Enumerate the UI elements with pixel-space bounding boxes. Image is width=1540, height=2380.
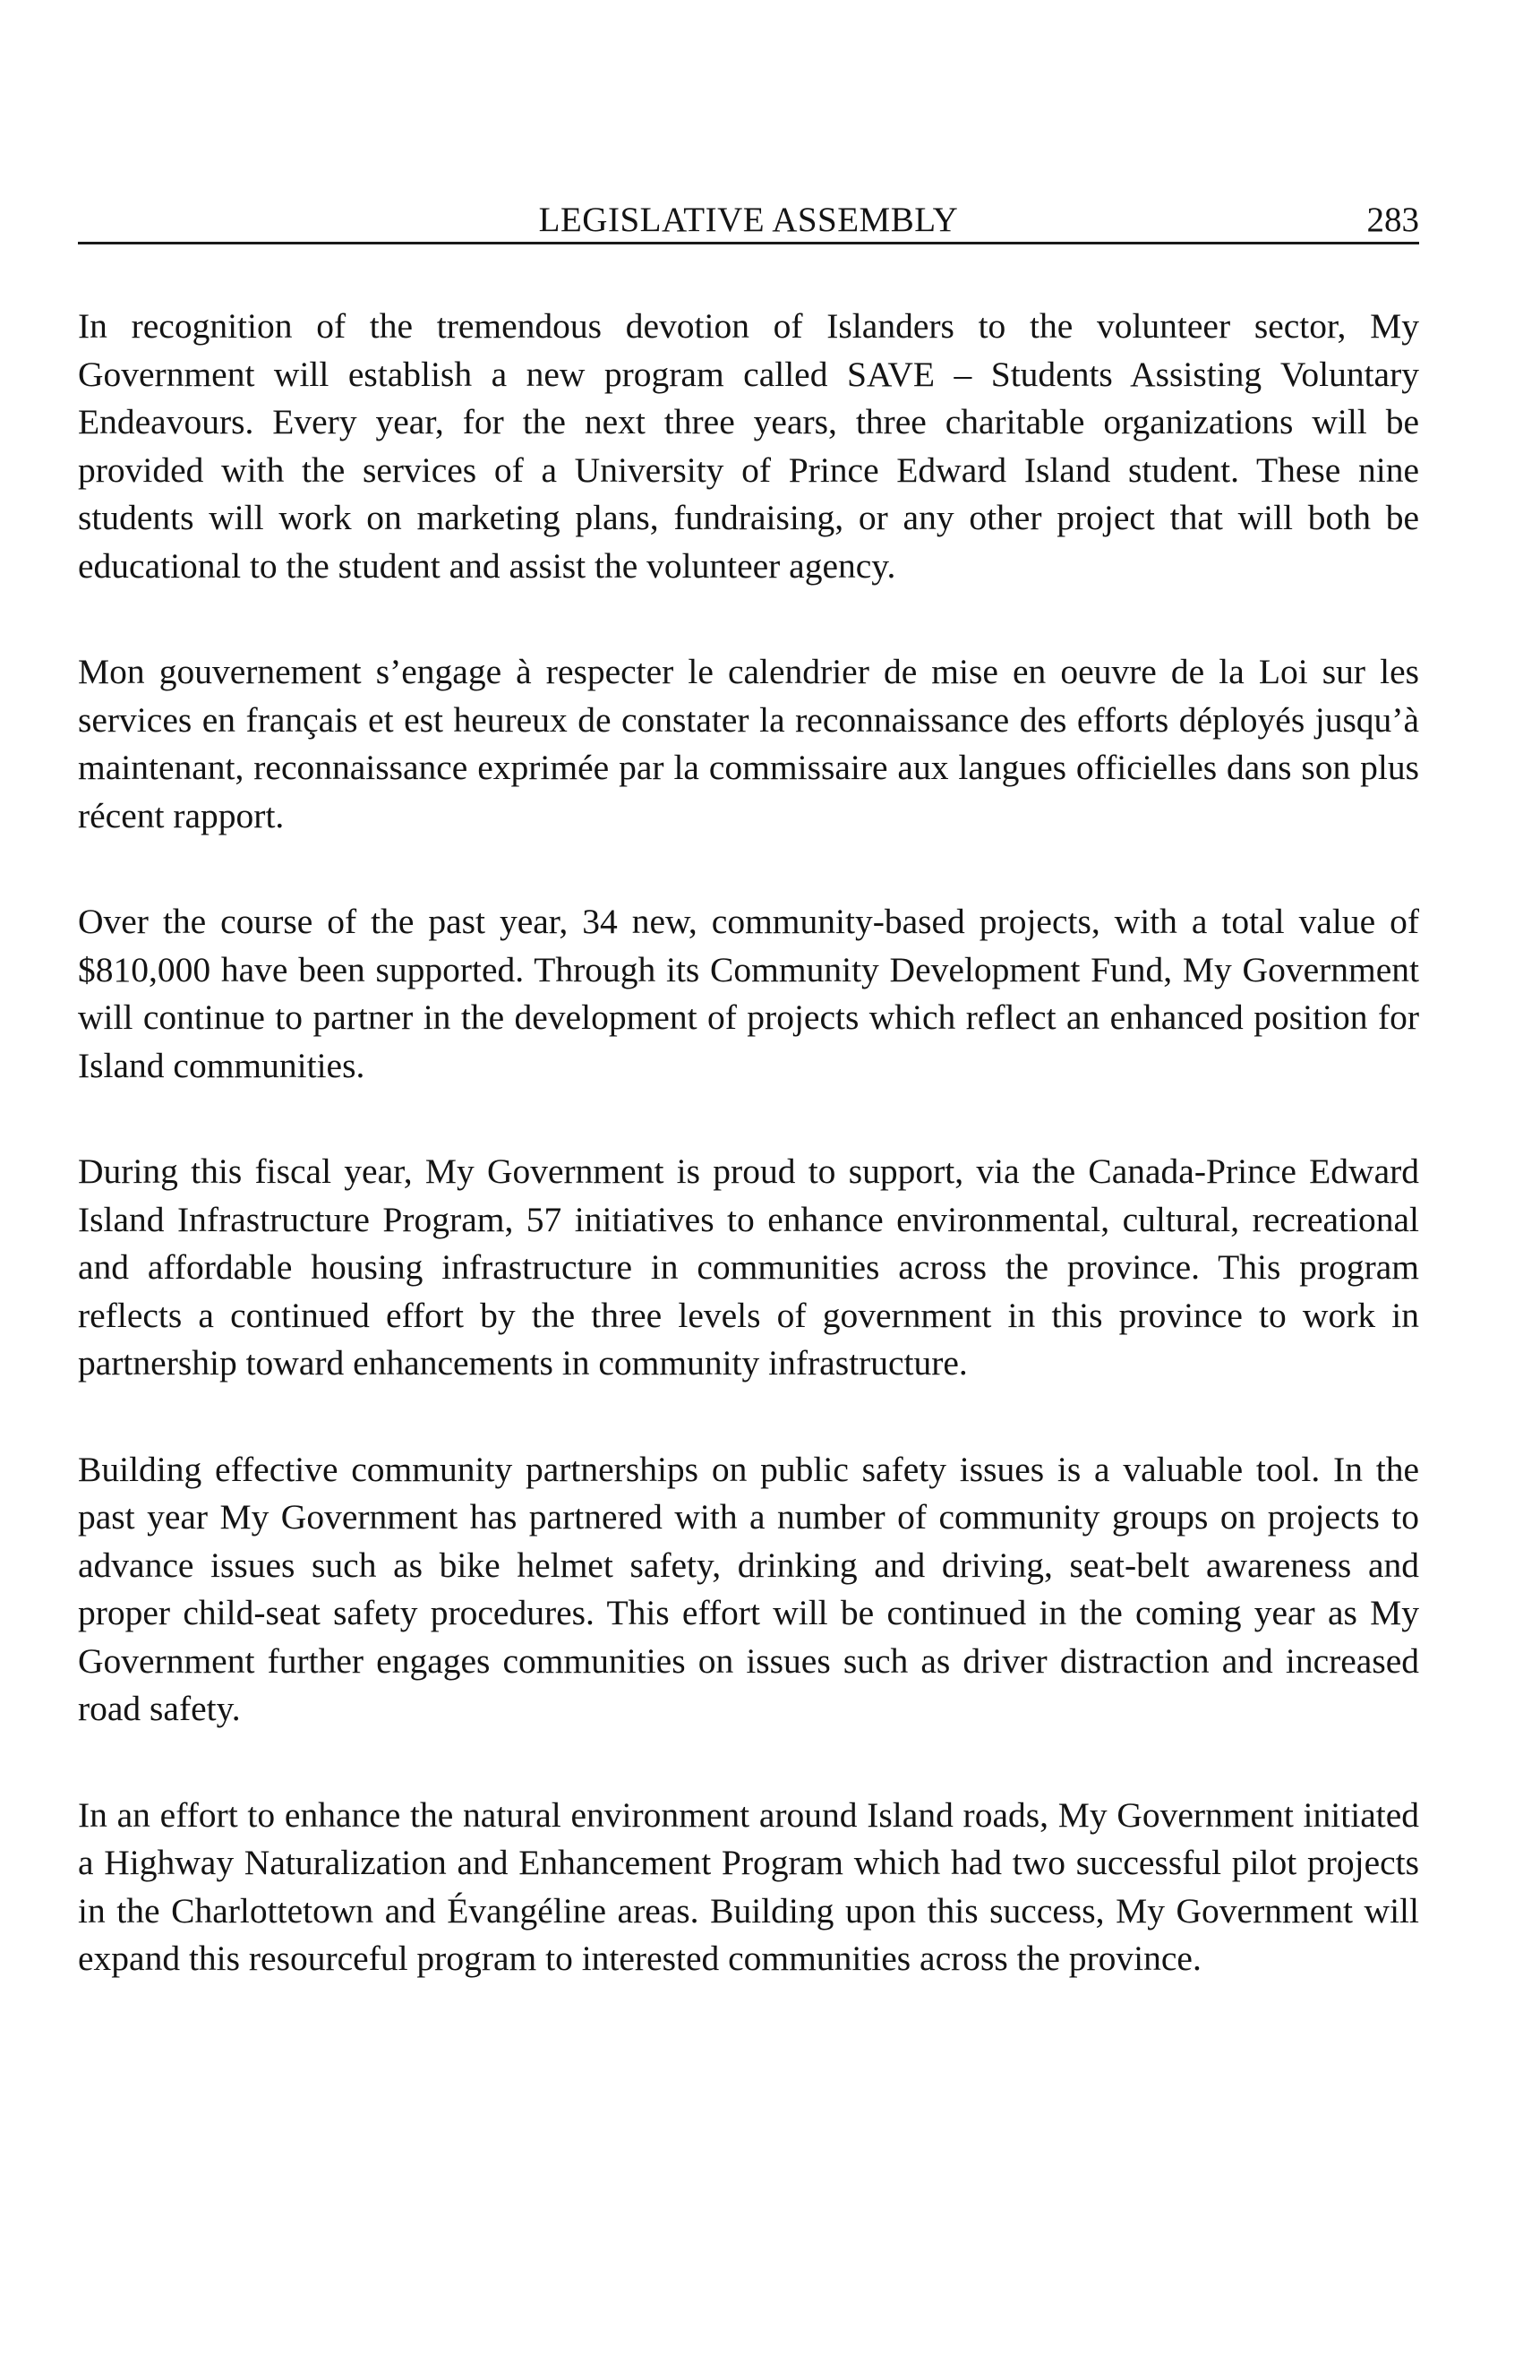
paragraph-community-projects: Over the course of the past year, 34 new, community-based projects, with a total value of $810,000 have been supported. Through its Community Development Fund, My Government will continue to partner in the development of projects which reflect an enhanced position for Island communities. xyxy=(78,902,1419,1085)
paragraph-infrastructure-program: During this fiscal year, My Government is proud to support, via the Canada-Prince Edward Island Infrastructure Program, 57 initiatives to enhance environmental, cultural, recreational and affordable housing infrastructure in communities across the province. This program reflects a continued effort by the three levels of government in this province to work in partnership toward enhancements in community infrastructure. xyxy=(78,1151,1419,1383)
paragraph-highway-naturalization: In an effort to enhance the natural environment around Island roads, My Government initiated a Highway Naturalization and Enhancement Program which had two successful pilot projects in the Charlottetown and Évangéline areas. Building upon this success, My Government will expand this resourceful program to interested communities across the province. xyxy=(78,1794,1419,1978)
paragraph-save-program: In recognition of the tremendous devotion of Islanders to the volunteer sector, My Government will establish a new program called SAVE – Students Assisting Voluntary Endeavours. Every year, for the next three years, three charitable organizations will be provided with the services of a University of Prince Edward Island student. These nine students will work on marketing plans, fundraising, or any other project that will both be educational to the student and assist the volunteer agency. xyxy=(78,306,1419,586)
paragraph-french-services: Mon gouvernement s’engage à respecter le calendrier de mise en oeuvre de la Loi sur les services en français et est heureux de constater la reconnaissance des efforts déployés jusqu’à maintenant, reconnaissance exprimée par la commissaire aux langues officielles dans son plus récent rapport. xyxy=(78,652,1419,835)
body-text xyxy=(78,303,1419,2042)
running-header xyxy=(78,195,1419,244)
document-page xyxy=(78,0,1419,2380)
running-header-title: LEGISLATIVE ASSEMBLY xyxy=(538,201,959,239)
page-number: 283 xyxy=(1366,201,1419,239)
paragraph-public-safety: Building effective community partnerships on public safety issues is a valuable tool. In the past year My Government has partnered with a number of community groups on projects to advance issues such as bike helmet safety, drinking and driving, seat-belt awareness and proper child-seat safety procedures. This effort will be continued in the coming year as My Government further engages communities on issues such as driver distraction and increased road safety. xyxy=(78,1449,1419,1728)
